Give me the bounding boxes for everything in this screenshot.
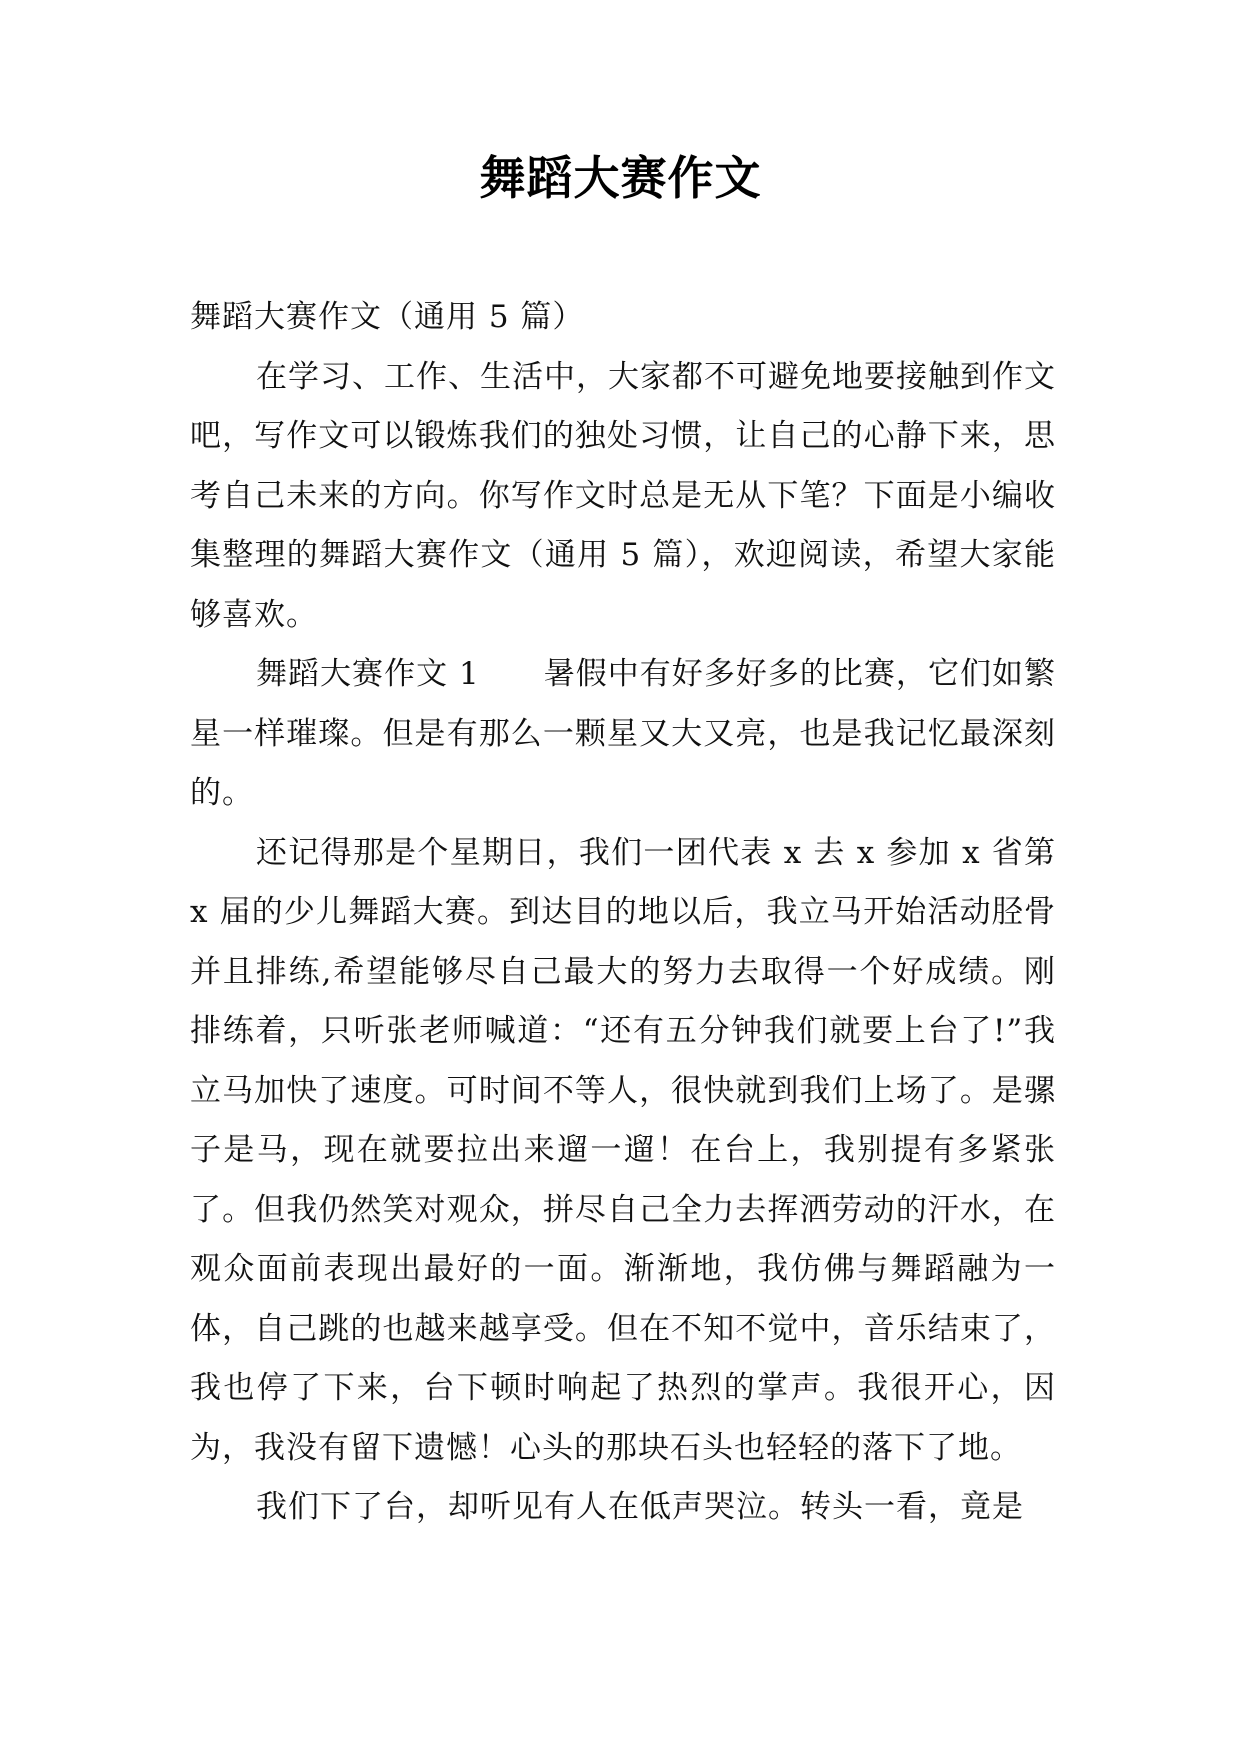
paragraph-after-stage: 我们下了台，却听见有人在低声哭泣。转头一看，竟是 [256,1489,1024,1525]
paragraph-essay-1-opening: 舞蹈大赛作文 1 暑假中有好多好多的比赛，它们如繁星一样璀璨。但是有那么一颗星又大又亮，也是我记忆最深刻的。 [190,656,1056,811]
paragraph-competition-day: 还记得那是个星期日，我们一团代表 x 去 x 参加 x 省第 x 届的少儿舞蹈大赛。到达目的地以后，我立马开始活动胫骨并且排练,希望能够尽自己最大的努力去取得一个好成绩。刚排练着，只听张老师喊道：“还有五分钟我们就要上台了!”我立马加快了速度。可时间不等人，很快就到我们上场了。是骡子是马，现在就要拉出来遛一遛！在台上，我别提有多紧张了。但我仍然笑对观众，拼尽自己全力去挥洒劳动的汗水，在观众面前表现出最好的一面。渐渐地，我仿佛与舞蹈融为一体，自己跳的也越来越享受。但在不知不觉中，音乐结束了，我也停了下来，台下顿时响起了热烈的掌声。我很开心，因为，我没有留下遗憾！心头的那块石头也轻轻的落下了地。 [190,834,1056,1466]
document-title: 舞蹈大赛作文 [479,151,762,205]
paragraph-intro: 在学习、工作、生活中，大家都不可避免地要接触到作文吧，写作文可以锻炼我们的独处习惯，让自己的心静下来，思考自己未来的方向。你写作文时总是无从下笔？下面是小编收集整理的舞蹈大赛作文（通用 5 篇），欢迎阅读，希望大家能够喜欢。 [190,358,1056,633]
document-body [190,288,1056,1538]
document-subtitle: 舞蹈大赛作文（通用 5 篇） [190,299,585,335]
